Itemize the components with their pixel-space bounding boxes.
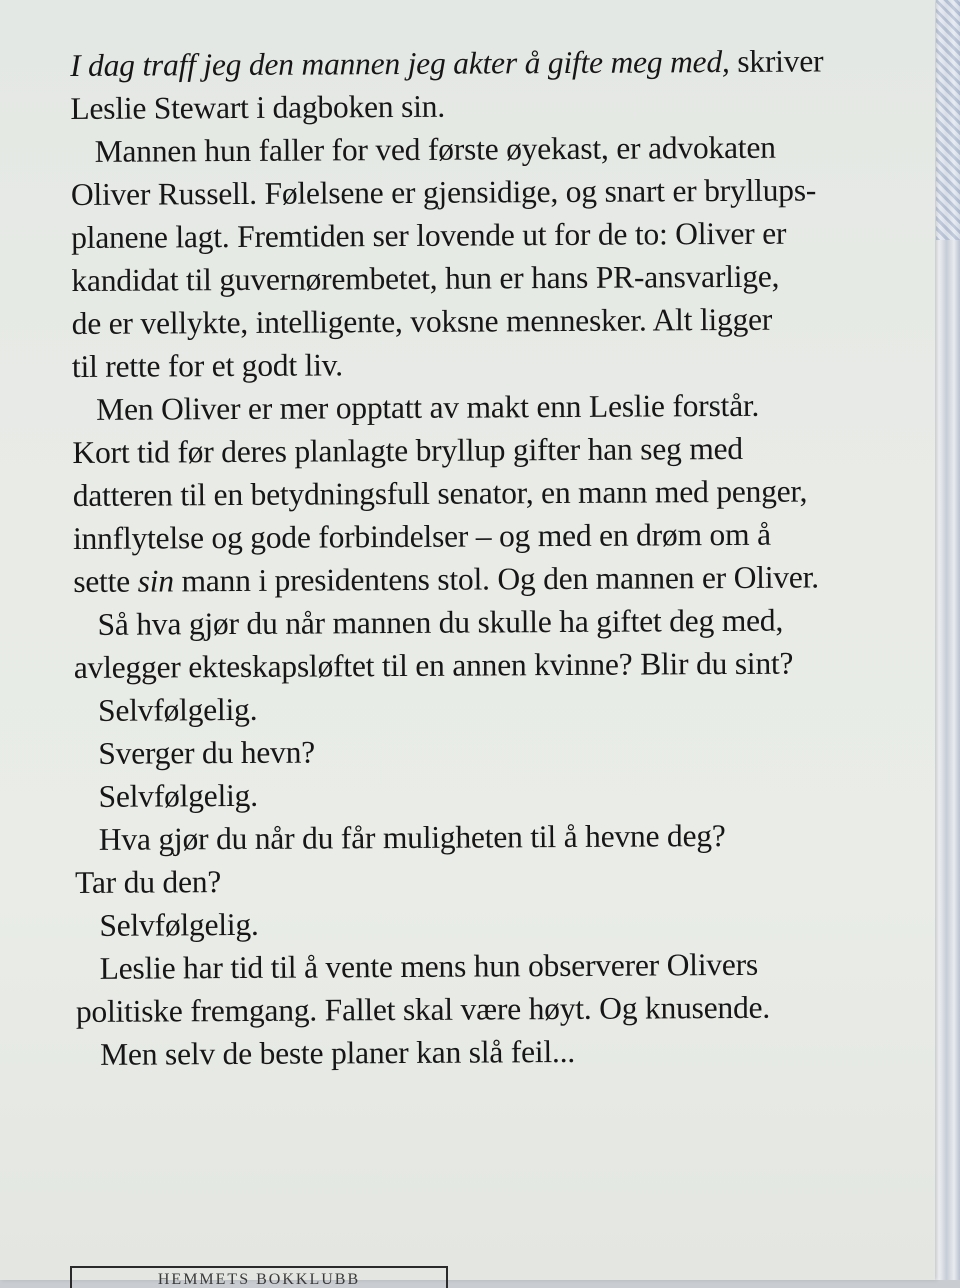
blurb-line: kandidat til guvernørembetet, hun er hans PR-ansvarlige, <box>71 258 780 298</box>
blurb-line: avlegger ekteskapsløftet til en annen kvinne? Blir du sint? <box>73 645 794 685</box>
publisher-name: HEMMETS BOKKLUBB <box>157 1271 361 1288</box>
blurb-text-fragment: mann i presidentens stol. Og den mannen er Oliver. <box>173 559 819 599</box>
blurb-line: Så hva gjør du når mannen du skulle ha giftet deg med, <box>97 602 784 642</box>
blurb-line: Men Oliver er mer opptatt av makt enn Leslie forstår. <box>96 387 760 427</box>
emphasis-sin: sin <box>137 563 174 599</box>
answer-line: Selvfølgelig. <box>98 777 258 814</box>
blurb-line: planene lagt. Fremtiden ser lovende ut for de to: Oliver er <box>71 215 787 255</box>
question-line: Tar du den? <box>75 864 222 900</box>
blurb-text <box>70 39 906 1076</box>
blurb-line: Kort tid før deres planlagte bryllup gifter han seg med <box>72 430 744 470</box>
blurb-line: Leslie Stewart i dagboken sin. <box>70 88 446 126</box>
blurb-line: datteren til en betydningsfull senator, en mann med penger, <box>72 473 808 513</box>
blurb-line: innflytelse og gode forbindelser – og med en drøm om å <box>72 516 771 556</box>
blurb-text-fragment: skriver <box>729 43 824 79</box>
answer-line: Selvfølgelig. <box>99 906 259 943</box>
blurb-line: politiske fremgang. Fallet skal være høyt. Og knusende. <box>75 989 771 1029</box>
closing-line: Men selv de beste planer kan slå feil... <box>100 1033 576 1072</box>
blurb-line <box>73 555 903 603</box>
diary-quote: I dag traff jeg den mannen jeg akter å gifte meg med, <box>70 43 730 83</box>
publisher-logo <box>70 1266 448 1288</box>
blurb-line: Leslie har tid til å vente mens hun observerer Olivers <box>99 946 759 986</box>
blurb-line <box>70 39 900 87</box>
blurb-line: Mannen hun faller for ved første øyekast, er advokaten <box>94 129 776 169</box>
blurb-line: de er vellykte, intelligente, voksne mennesker. Alt ligger <box>71 301 773 341</box>
answer-line: Selvfølgelig. <box>97 691 258 728</box>
question-line: Sverger du hevn? <box>98 734 316 771</box>
blurb-line: Oliver Russell. Følelsene er gjensidige, og snart er bryllups- <box>70 172 817 212</box>
blurb-line: til rette for et godt liv. <box>71 347 344 384</box>
blurb-text-fragment: sette <box>73 563 138 599</box>
question-line: Hva gjør du når du får muligheten til å hevne deg? <box>98 818 726 857</box>
